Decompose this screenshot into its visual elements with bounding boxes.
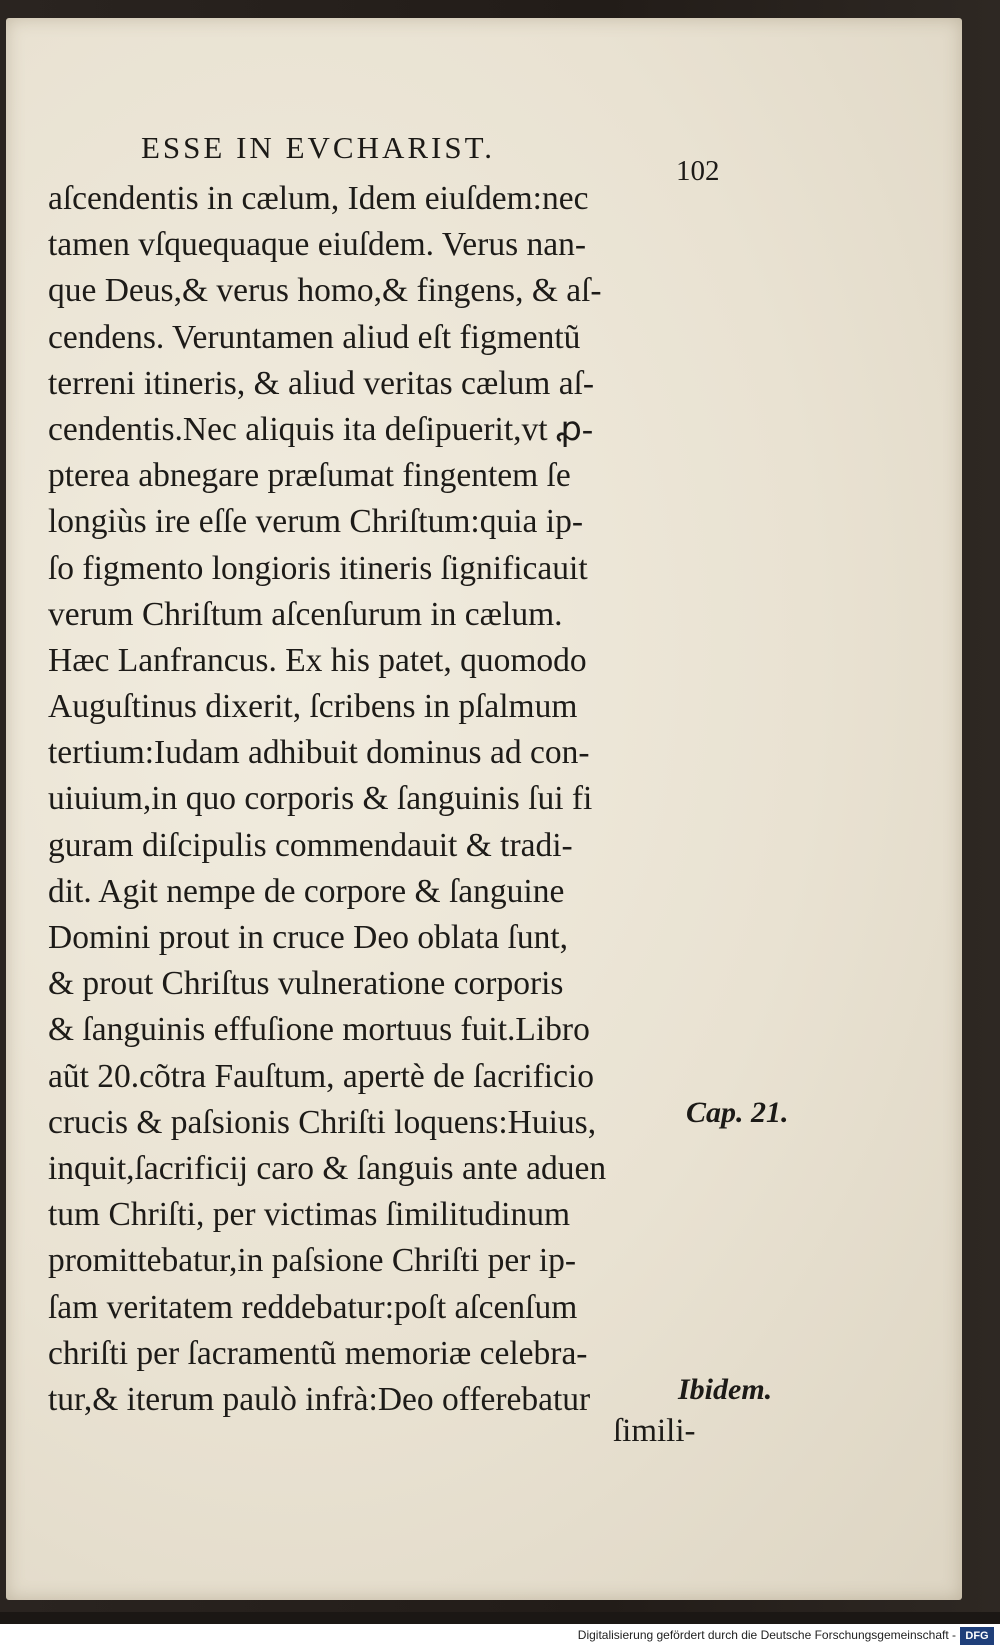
text-line: ſo figmento longioris itineris ſignificauit — [48, 549, 588, 587]
text-line: que Deus,& verus homo,& fingens, & aſ- — [48, 272, 602, 310]
text-line: guram diſcipulis commendauit & tradi- — [48, 826, 573, 864]
text-line: tamen vſquequaque eiuſdem. Verus nan- — [48, 226, 587, 264]
text-line: Hæc Lanfrancus. Ex his patet, quomodo — [48, 641, 587, 679]
page-number: 102 — [676, 155, 720, 187]
running-head: ESSE IN EVCHARIST. — [141, 130, 495, 165]
book-page — [6, 18, 962, 1600]
text-line: promittebatur,in paſsione Chriſti per ip- — [48, 1242, 577, 1280]
text-line: pterea abnegare præſumat fingentem ſe — [48, 457, 571, 495]
text-line: verum Chriſtum aſcenſurum in cælum. — [48, 595, 563, 633]
text-line: longiùs ire eſſe verum Chriſtum:quia ip- — [48, 503, 583, 541]
text-line: tum Chriſti, per victimas ſimilitudinum — [48, 1196, 571, 1234]
text-line: aſcendentis in cælum, Idem eiuſdem:nec — [48, 180, 589, 217]
marginal-note: Cap. 21. — [686, 1096, 789, 1129]
text-line: crucis & paſsionis Chriſti loquens:Huius, — [48, 1103, 597, 1141]
footer-bar — [0, 1624, 1000, 1650]
text-line: tur,& iterum paulò infrà:Deo offerebatur — [48, 1380, 591, 1418]
text-line: cendens. Veruntamen aliud eſt figmentũ — [48, 318, 581, 356]
text-line: uiuium,in quo corporis & ſanguinis ſui fi — [48, 780, 593, 818]
text-line: tertium:Iudam adhibuit dominus ad con- — [48, 734, 590, 772]
funding-credit: Digitalisierung gefördert durch die Deutsche Forschungsgemeinschaft - — [577, 1628, 956, 1642]
text-line: cendentis.Nec aliquis ita deſipuerit,vt ꝓ- — [48, 410, 594, 448]
text-line: terreni itineris, & aliud veritas cælum aſ- — [48, 364, 595, 402]
text-line: & ſanguinis effuſione mortuus fuit.Libro — [48, 1011, 590, 1049]
body-text — [48, 176, 748, 1423]
text-line: Domini prout in cruce Deo oblata ſunt, — [48, 919, 569, 956]
text-line: Auguſtinus dixerit, ſcribens in pſalmum — [48, 688, 578, 726]
text-line: ſam veritatem reddebatur:poſt aſcenſum — [48, 1288, 578, 1326]
text-line: & prout Chriſtus vulneratione corporis — [48, 965, 564, 1003]
text-line: aũt 20.cõtra Fauſtum, apertè de ſacrificio — [48, 1057, 595, 1095]
dfg-logo-icon: DFG — [960, 1627, 994, 1645]
text-line: dit. Agit nempe de corpore & ſanguine — [48, 872, 565, 910]
catchword: ſimili- — [613, 1413, 696, 1449]
text-line: inquit,ſacrificij caro & ſanguis ante aduen — [48, 1149, 607, 1187]
text-line: chriſti per ſacramentũ memoriæ celebra- — [48, 1334, 588, 1372]
marginal-note: Ibidem. — [678, 1373, 773, 1407]
